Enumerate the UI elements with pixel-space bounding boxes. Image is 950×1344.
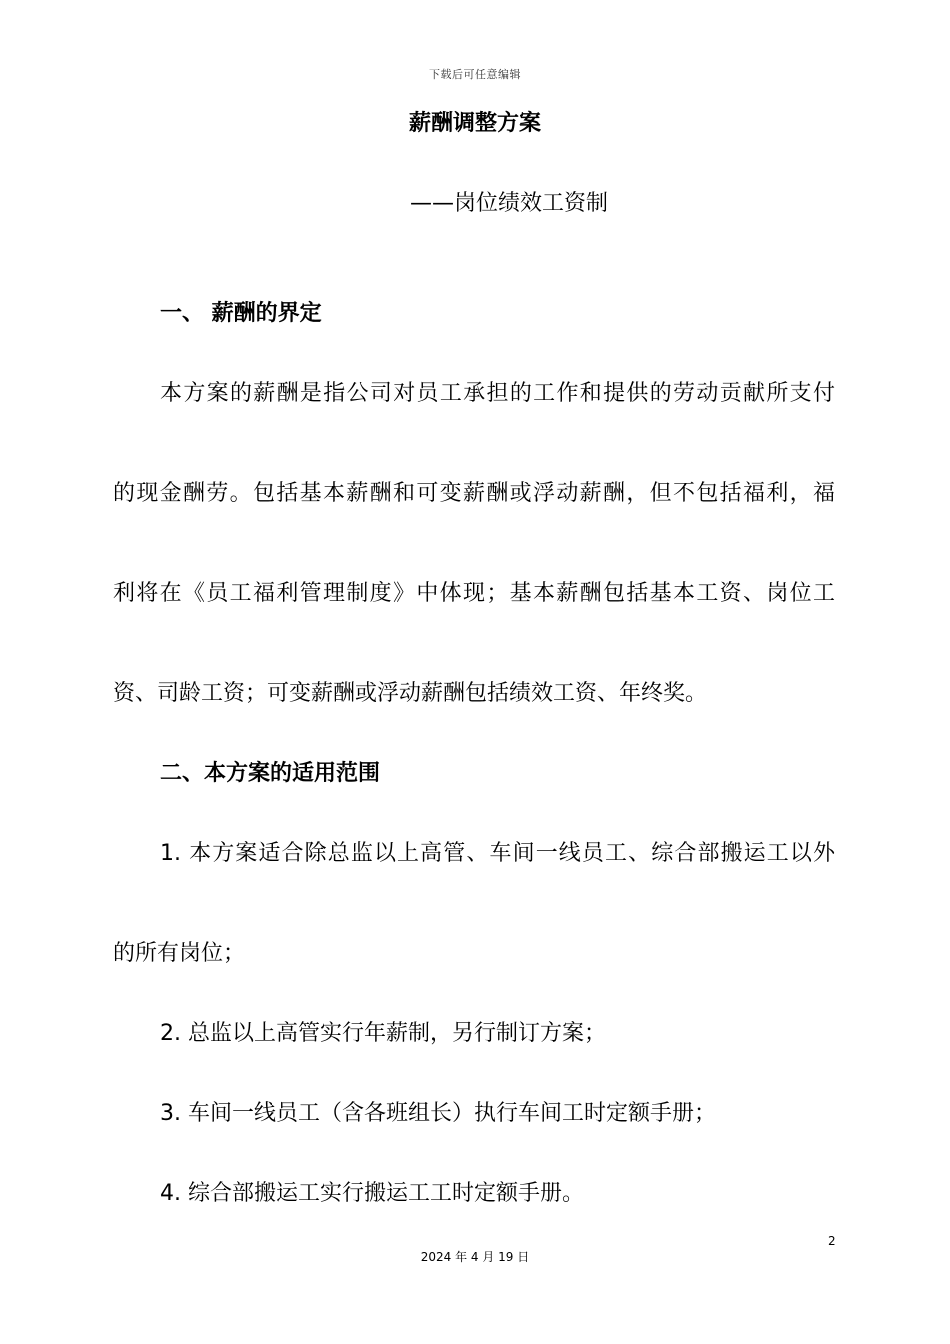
section-1-line: 利将在《员工福利管理制度》中体现；基本薪酬包括基本工资、岗位工 [113, 581, 835, 606]
section-2-item: 1. 本方案适合除总监以上高管、车间一线员工、综合部搬运工以外 [160, 841, 835, 866]
section-1-heading: 一、 薪酬的界定 [160, 301, 322, 326]
document-title: 薪酬调整方案 [408, 111, 541, 136]
header-note: 下载后可任意编辑 [429, 68, 521, 81]
section-2-item: 的所有岗位； [113, 941, 246, 966]
document-subtitle: ——岗位绩效工资制 [410, 191, 609, 216]
section-1-line: 本方案的薪酬是指公司对员工承担的工作和提供的劳动贡献所支付 [160, 381, 835, 406]
section-2-item: 2. 总监以上高管实行年薪制，另行制订方案； [160, 1021, 606, 1046]
section-2-item: 3. 车间一线员工（含各班组长）执行车间工时定额手册； [160, 1101, 716, 1126]
section-1-line: 资、司龄工资；可变薪酬或浮动薪酬包括绩效工资、年终奖。 [113, 681, 708, 706]
section-2-item: 4. 综合部搬运工实行搬运工工时定额手册。 [160, 1181, 584, 1206]
section-1-line: 的现金酬劳。包括基本薪酬和可变薪酬或浮动薪酬，但不包括福利，福 [113, 481, 835, 506]
footer-date: 2024 年 4 月 19 日 [420, 1250, 530, 1264]
page-number: 2 [828, 1234, 836, 1248]
section-2-heading: 二、本方案的适用范围 [160, 761, 381, 786]
